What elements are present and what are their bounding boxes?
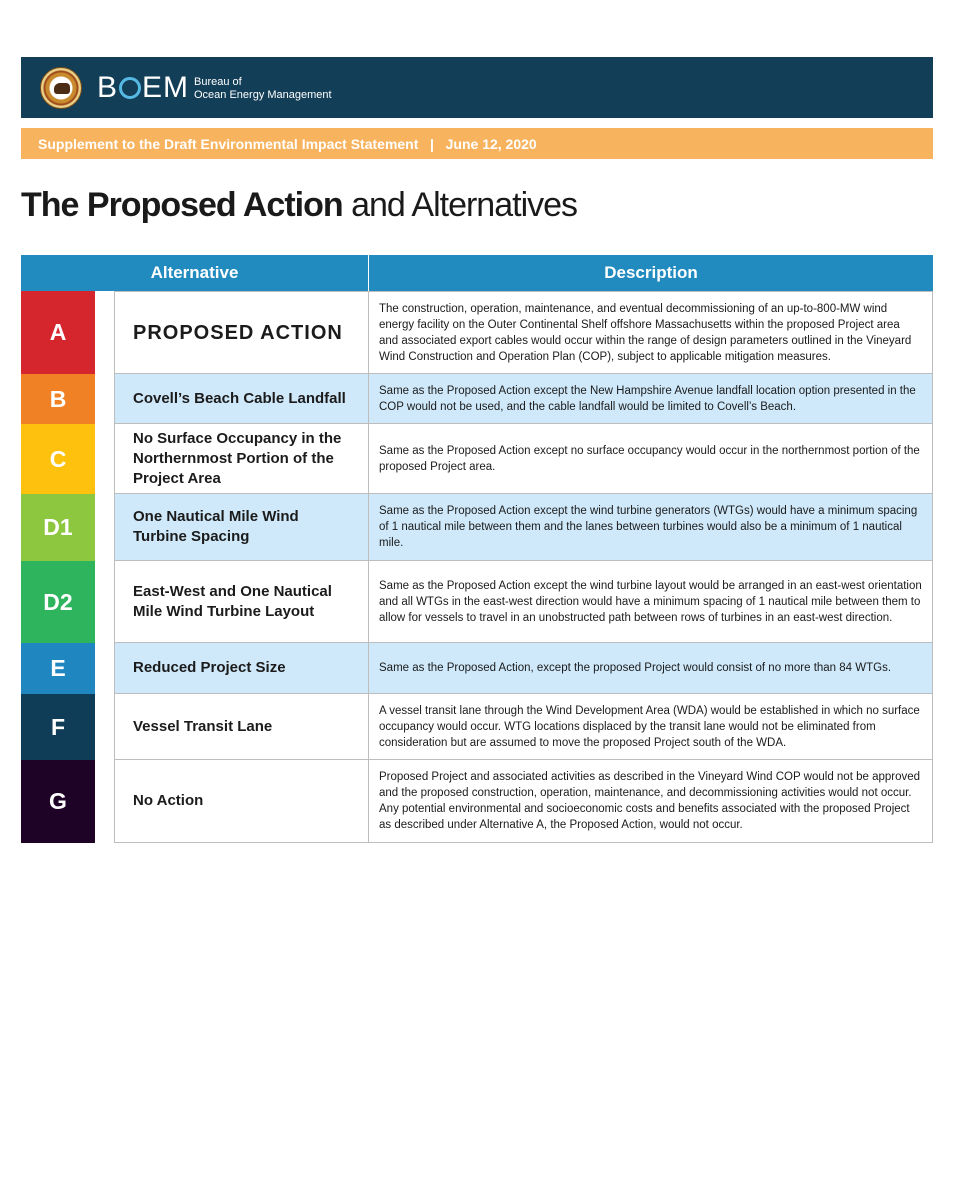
- row-letter: C: [21, 424, 95, 494]
- agency-name: [194, 76, 332, 102]
- row-description: Same as the Proposed Action except the wind turbine layout would be arranged in an east-west orientation and all WTGs in the east-west direction would have a minimum spacing of 1 nautical mile between them to allow for vessels to travel in an unobstructed path between rows of turbines in an east-west direction.: [369, 561, 933, 643]
- document-banner: Supplement to the Draft Environmental Impact Statement | June 12, 2020: [21, 128, 933, 159]
- row-description: Same as the Proposed Action except the wind turbine generators (WTGs) would have a minimum spacing of 1 nautical mile between them and the lanes between turbines would also be a minimum of 1 nautical mile.: [369, 494, 933, 561]
- row-description: Same as the Proposed Action except the New Hampshire Avenue landfall location option presented in the COP would not be used, and the cable landfall would be limited to Covell’s Beach.: [369, 374, 933, 424]
- agency-name-line1: Bureau of: [194, 76, 242, 88]
- table-row-d2: [21, 561, 933, 643]
- row-alternative-name: East-West and One Nautical Mile Wind Turbine Layout: [114, 561, 369, 643]
- table-header: [21, 255, 933, 291]
- table-row-f: [21, 694, 933, 760]
- table-row-g: [21, 760, 933, 843]
- row-alternative-name: Reduced Project Size: [114, 643, 369, 694]
- doi-seal-logo: [40, 67, 82, 109]
- table-row-e: [21, 643, 933, 694]
- row-description: A vessel transit lane through the Wind Development Area (WDA) would be established in which no surface occupancy would occur. WTG locations displaced by the transit lane would not be eliminated from consideration but are assumed to move the proposed Project south of the WDA.: [369, 694, 933, 760]
- row-alternative-name: No Action: [114, 760, 369, 843]
- row-alternative-name: Covell’s Beach Cable Landfall: [114, 374, 369, 424]
- boem-logo: B EM: [97, 71, 190, 104]
- header-description: Description: [604, 263, 698, 282]
- row-alternative-name: One Nautical Mile Wind Turbine Spacing: [114, 494, 369, 561]
- table-row-c: [21, 424, 933, 494]
- row-description: The construction, operation, maintenance, and eventual decommissioning of an up-to-800-MW wind energy facility on the Outer Continental Shelf offshore Massachusetts within the proposed Project area and associated export cables would occur within the range of design parameters outlined in the Vineyard Wind Construction and Operation Plan (COP), subject to applicable mitigation measures.: [369, 291, 933, 374]
- row-letter: D1: [21, 494, 95, 561]
- table-row-b: [21, 374, 933, 424]
- alternatives-table: [21, 255, 933, 843]
- page-title: [21, 186, 577, 225]
- row-letter: E: [21, 643, 95, 694]
- agency-name-line2: Ocean Energy Management: [194, 89, 332, 101]
- row-letter: B: [21, 374, 95, 424]
- row-description: Same as the Proposed Action, except the proposed Project would consist of no more than 84 WTGs.: [369, 643, 933, 694]
- boem-o-ring: [119, 77, 141, 99]
- row-description: Proposed Project and associated activities as described in the Vineyard Wind COP would not be approved and the proposed construction, operation, maintenance, and decommissioning activities would not occur. Any potential environmental and socioeconomic costs and benefits associated with the proposed Project as described under Alternative A, the Proposed Action, would not occur.: [369, 760, 933, 843]
- row-letter: F: [21, 694, 95, 760]
- table-row-d1: [21, 494, 933, 561]
- row-description: Same as the Proposed Action except no surface occupancy would occur in the northernmost portion of the proposed Project area.: [369, 424, 933, 494]
- row-alternative-name: No Surface Occupancy in the Northernmost Portion of the Project Area: [114, 424, 369, 494]
- row-letter: D2: [21, 561, 95, 643]
- bison-icon: [54, 83, 70, 94]
- agency-header: [21, 57, 933, 118]
- row-alternative-name: Vessel Transit Lane: [114, 694, 369, 760]
- row-alternative-name: PROPOSED ACTION: [114, 291, 369, 374]
- table-row-a: [21, 291, 933, 374]
- page-title-rest: and Alternatives: [342, 186, 578, 224]
- page-title-bold: The Proposed Action: [21, 186, 343, 224]
- header-alternative: Alternative: [21, 255, 369, 291]
- row-letter: G: [21, 760, 95, 843]
- row-letter: A: [21, 291, 95, 374]
